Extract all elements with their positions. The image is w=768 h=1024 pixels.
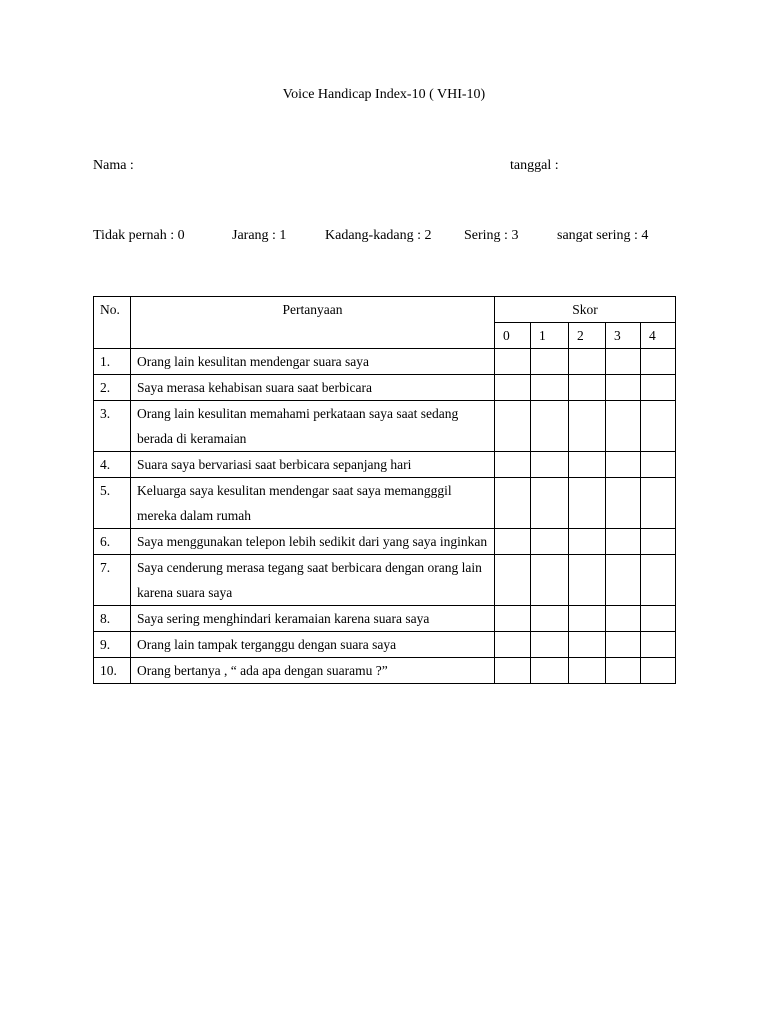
- question-text: Saya sering menghindari keramaian karena suara saya: [131, 606, 495, 632]
- question-text: Orang lain kesulitan mendengar suara saya: [131, 349, 495, 375]
- row-number: 8.: [94, 606, 131, 632]
- legend-item: Jarang : 1: [232, 228, 287, 243]
- row-number: 10.: [94, 658, 131, 684]
- row-number: 1.: [94, 349, 131, 375]
- question-text: Saya merasa kehabisan suara saat berbicara: [131, 375, 495, 401]
- score-cell-0[interactable]: [495, 606, 531, 632]
- score-cell-4[interactable]: [641, 478, 676, 529]
- table-row: [94, 658, 676, 684]
- score-cell-3[interactable]: [606, 452, 641, 478]
- score-cell-2[interactable]: [569, 452, 606, 478]
- legend-item: Kadang-kadang : 2: [325, 228, 432, 243]
- question-text: Suara saya bervariasi saat berbicara sepanjang hari: [131, 452, 495, 478]
- score-cell-3[interactable]: [606, 658, 641, 684]
- score-cell-0[interactable]: [495, 632, 531, 658]
- score-cell-1[interactable]: [531, 349, 569, 375]
- row-number: 9.: [94, 632, 131, 658]
- row-number: 2.: [94, 375, 131, 401]
- score-cell-0[interactable]: [495, 658, 531, 684]
- score-cell-3[interactable]: [606, 606, 641, 632]
- score-cell-1[interactable]: [531, 632, 569, 658]
- header-score-3: 3: [606, 323, 641, 349]
- score-cell-3[interactable]: [606, 375, 641, 401]
- table-row: [94, 349, 676, 375]
- score-cell-1[interactable]: [531, 606, 569, 632]
- score-cell-1[interactable]: [531, 478, 569, 529]
- score-cell-0[interactable]: [495, 375, 531, 401]
- score-cell-4[interactable]: [641, 529, 676, 555]
- table-row: [94, 632, 676, 658]
- score-cell-1[interactable]: [531, 452, 569, 478]
- row-number: 4.: [94, 452, 131, 478]
- score-legend: [0, 228, 768, 248]
- header-score-4: 4: [641, 323, 676, 349]
- score-cell-3[interactable]: [606, 349, 641, 375]
- score-cell-2[interactable]: [569, 349, 606, 375]
- header-score: Skor: [495, 297, 676, 323]
- question-text: Saya cenderung merasa tegang saat berbicara dengan orang lain karena suara saya: [131, 555, 495, 606]
- question-text: Keluarga saya kesulitan mendengar saat saya memangggil mereka dalam rumah: [131, 478, 495, 529]
- score-cell-0[interactable]: [495, 349, 531, 375]
- score-cell-2[interactable]: [569, 375, 606, 401]
- row-number: 7.: [94, 555, 131, 606]
- score-cell-3[interactable]: [606, 529, 641, 555]
- score-cell-3[interactable]: [606, 555, 641, 606]
- score-cell-0[interactable]: [495, 555, 531, 606]
- header-score-1: 1: [531, 323, 569, 349]
- score-cell-2[interactable]: [569, 555, 606, 606]
- score-cell-1[interactable]: [531, 555, 569, 606]
- score-cell-3[interactable]: [606, 478, 641, 529]
- table-row: [94, 606, 676, 632]
- score-cell-4[interactable]: [641, 555, 676, 606]
- table-row: [94, 401, 676, 452]
- question-text: Orang bertanya , “ ada apa dengan suaramu ?”: [131, 658, 495, 684]
- document-title: Voice Handicap Index-10 ( VHI-10): [282, 87, 486, 102]
- score-cell-3[interactable]: [606, 401, 641, 452]
- score-cell-0[interactable]: [495, 529, 531, 555]
- score-cell-4[interactable]: [641, 375, 676, 401]
- score-cell-1[interactable]: [531, 658, 569, 684]
- score-cell-1[interactable]: [531, 375, 569, 401]
- score-cell-4[interactable]: [641, 452, 676, 478]
- header-score-0: 0: [495, 323, 531, 349]
- question-text: Saya menggunakan telepon lebih sedikit dari yang saya inginkan: [131, 529, 495, 555]
- row-number: 3.: [94, 401, 131, 452]
- row-number: 6.: [94, 529, 131, 555]
- score-cell-4[interactable]: [641, 401, 676, 452]
- score-cell-2[interactable]: [569, 478, 606, 529]
- score-cell-1[interactable]: [531, 401, 569, 452]
- score-cell-3[interactable]: [606, 632, 641, 658]
- table-row: [94, 452, 676, 478]
- score-cell-2[interactable]: [569, 529, 606, 555]
- score-cell-2[interactable]: [569, 401, 606, 452]
- name-label: Nama :: [93, 158, 134, 173]
- score-cell-4[interactable]: [641, 658, 676, 684]
- table-row: [94, 478, 676, 529]
- score-cell-0[interactable]: [495, 401, 531, 452]
- header-question: Pertanyaan: [131, 297, 495, 349]
- score-cell-2[interactable]: [569, 658, 606, 684]
- score-cell-1[interactable]: [531, 529, 569, 555]
- table-row: [94, 555, 676, 606]
- legend-item: sangat sering : 4: [557, 228, 649, 243]
- score-cell-0[interactable]: [495, 478, 531, 529]
- legend-item: Tidak pernah : 0: [93, 228, 185, 243]
- header-no: No.: [94, 297, 131, 349]
- score-cell-2[interactable]: [569, 632, 606, 658]
- question-text: Orang lain tampak terganggu dengan suara saya: [131, 632, 495, 658]
- header-score-2: 2: [569, 323, 606, 349]
- score-cell-0[interactable]: [495, 452, 531, 478]
- score-cell-4[interactable]: [641, 349, 676, 375]
- vhi-table: [93, 296, 676, 684]
- score-cell-2[interactable]: [569, 606, 606, 632]
- question-text: Orang lain kesulitan memahami perkataan saya saat sedang berada di keramaian: [131, 401, 495, 452]
- score-cell-4[interactable]: [641, 632, 676, 658]
- row-number: 5.: [94, 478, 131, 529]
- legend-item: Sering : 3: [464, 228, 519, 243]
- date-label: tanggal :: [510, 158, 559, 173]
- table-row: [94, 529, 676, 555]
- table-row: [94, 375, 676, 401]
- score-cell-4[interactable]: [641, 606, 676, 632]
